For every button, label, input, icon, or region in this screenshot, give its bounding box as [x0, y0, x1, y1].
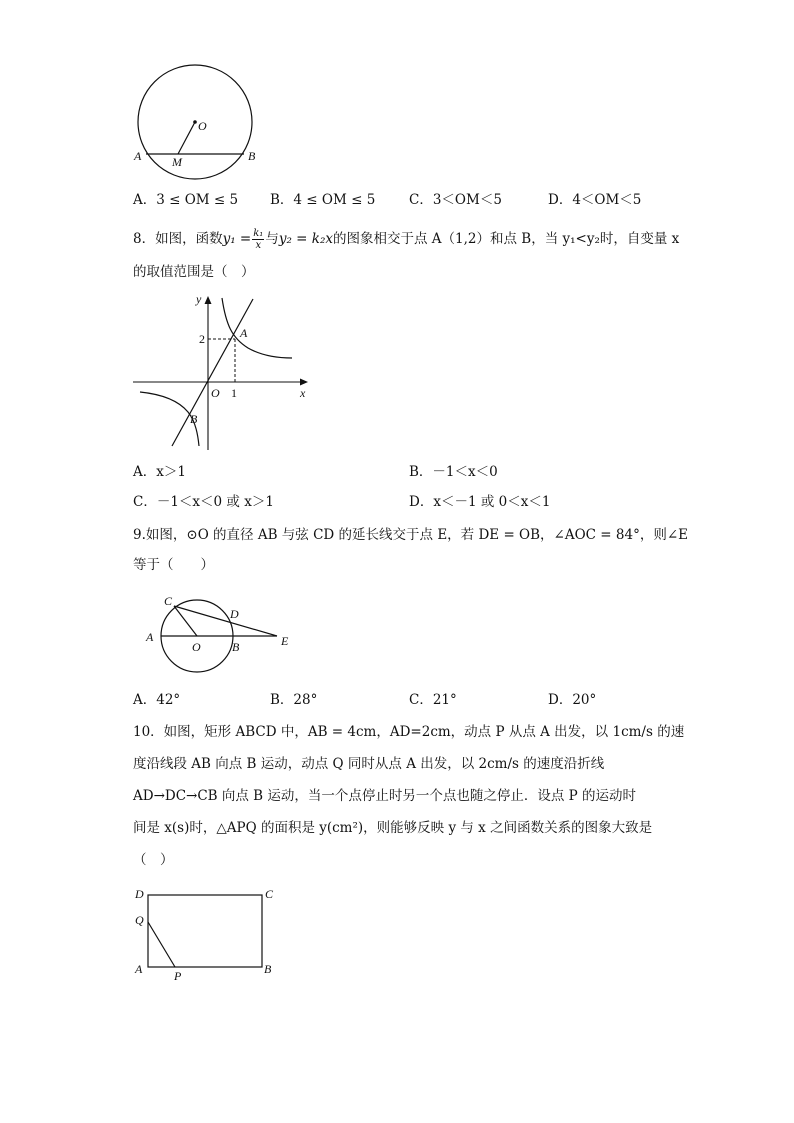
q10-label-C: C [265, 887, 274, 901]
q8-option-b-letter: B． [409, 464, 433, 480]
q8-tail: 的图象相交于点 A（1,2）和点 B，当 y₁<y₂时，自变量 x [332, 231, 680, 247]
q8-num: 8．如图，函数 [133, 231, 223, 247]
q9-label-E: E [281, 634, 289, 648]
q10-label-D: D [135, 887, 144, 901]
q7-option-d-text: 4＜OM＜5 [572, 192, 642, 208]
q9-label-O: O [192, 640, 201, 654]
q8-frac-den: x [255, 240, 262, 251]
q10-label-A: A [135, 962, 143, 976]
q9-option-c-text: 21° [432, 692, 457, 708]
q8-frac-num: k₁ [253, 228, 264, 239]
q9-label-B: B [232, 640, 240, 654]
q10-stem-line1: 10．如图，矩形 ABCD 中，AB = 4cm，AD=2cm，动点 P 从点 A 出发，以 1cm/s 的速 [133, 724, 685, 740]
q8-option-d-text: x＜－1 或 0＜x＜1 [433, 494, 551, 510]
q8-y2: y₂ = k₂x [278, 231, 333, 247]
q7-option-a-text: 3 ≤ OM ≤ 5 [156, 192, 239, 208]
q8-label-O: O [211, 386, 220, 400]
q8-option-a-text: x＞1 [156, 464, 186, 480]
q10-label-B: B [264, 962, 272, 976]
q9-stem-line1: 9.如图，⊙O 的直径 AB 与弦 CD 的延长线交于点 E，若 DE = OB，∠AOC = 84°，则∠E [133, 527, 688, 543]
q10-stem-line3: AD→DC→CB 向点 B 运动，当一个点停止时另一个点也随之停止．设点 P 的运动时 [133, 788, 637, 804]
q8-option-b-text: －1＜x＜0 [432, 464, 498, 480]
q9-stem-line2: 等于（ ） [133, 557, 214, 573]
q7-label-A: A [134, 149, 142, 163]
q9-option-d-letter: D． [548, 692, 573, 708]
q8-mid: 与 [265, 231, 279, 247]
q7-option-b-text: 4 ≤ OM ≤ 5 [293, 192, 376, 208]
q9-option-a-text: 42° [156, 692, 181, 708]
q8-option-c-text: －1＜x＜0 或 x＞1 [156, 494, 274, 510]
q8-stem-line2: 的取值范围是（ ） [133, 264, 255, 280]
q9-option-a-letter: A． [133, 692, 157, 708]
q10-label-Q: Q [135, 913, 144, 927]
q7-label-B: B [248, 149, 256, 163]
q8-y1: y₁ = [222, 231, 252, 247]
q7-option-a-letter: A． [133, 192, 157, 208]
q9-option-c-letter: C． [409, 692, 433, 708]
q8-tick-y-2: 2 [199, 332, 205, 346]
q8-option-c-letter: C． [133, 494, 157, 510]
q10-stem-line4: 间是 x(s)时，△APQ 的面积是 y(cm²)，则能够反映 y 与 x 之间函数关系的图象大致是 [133, 820, 653, 836]
q9-label-A: A [146, 630, 154, 644]
q8-option-a-letter: A． [133, 464, 157, 480]
q7-option-c-text: 3＜OM＜5 [432, 192, 502, 208]
q9-option-b-letter: B． [270, 692, 294, 708]
q7-option-c-letter: C． [409, 192, 433, 208]
q8-label-A: A [240, 326, 248, 340]
q10-label-P: P [174, 969, 182, 983]
q7-label-O: O [198, 119, 207, 133]
q10-stem-line5: （ ） [133, 852, 174, 868]
q9-option-b-text: 28° [293, 692, 318, 708]
q7-label-M: M [172, 155, 182, 169]
q10-segment-QP [148, 922, 175, 967]
q7-option-b-letter: B． [270, 192, 294, 208]
q10-stem-line2: 度沿线段 AB 向点 B 运动，动点 Q 同时从点 A 出发，以 2cm/s 的速度沿折线 [133, 756, 605, 772]
q8-option-d-letter: D． [409, 494, 434, 510]
q7-option-d-letter: D． [548, 192, 573, 208]
q9-option-d-text: 20° [572, 692, 597, 708]
q8-label-x: x [300, 386, 306, 400]
q10-rectangle-ABCD [148, 895, 262, 967]
q8-label-y: y [196, 292, 202, 306]
q9-label-C: C [164, 594, 173, 608]
q9-label-D: D [230, 607, 239, 621]
q8-tick-x-1: 1 [231, 386, 237, 400]
q8-label-B: B [190, 412, 198, 426]
